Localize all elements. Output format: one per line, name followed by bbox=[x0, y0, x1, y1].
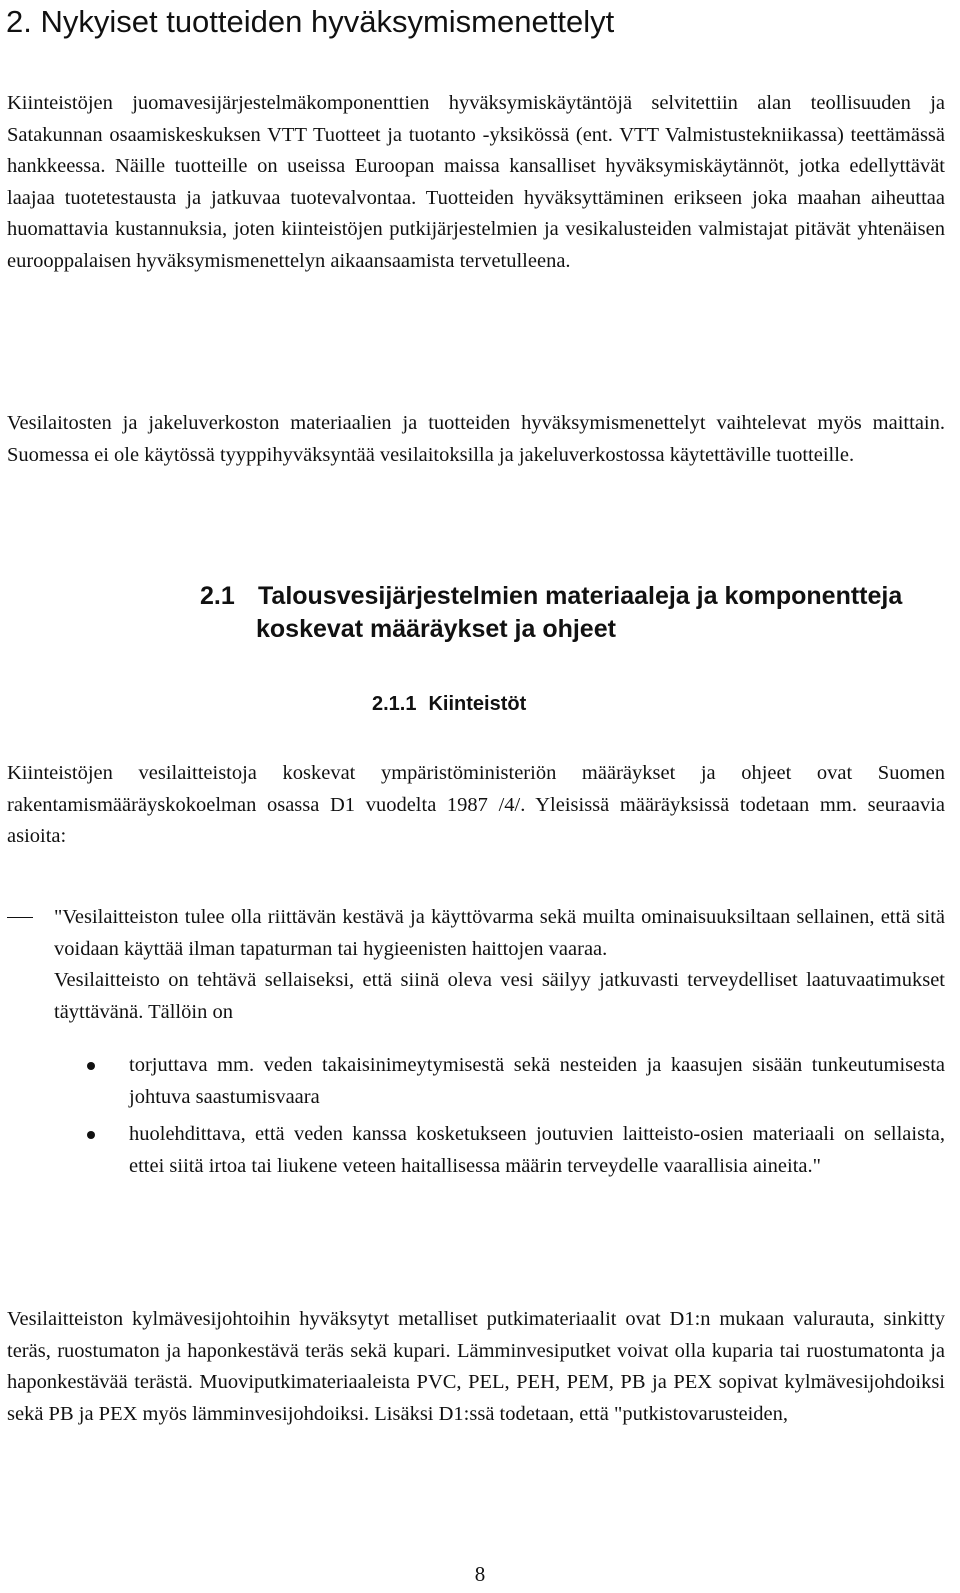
section-title-line2: koskevat määräykset ja ohjeet bbox=[256, 615, 616, 643]
subsection-title: Kiinteistöt bbox=[428, 693, 527, 715]
paragraph-regulations: Kiinteistöjen vesilaitteistoja koskevat ympäristöministeriön määräykset ja ohjeet ovat Suomen rakentamismääräyskokoelman osassa D1 vuodelta 1987 /4/. Yleisissä määräyksissä todetaan mm. seuraavia asioita: bbox=[7, 762, 945, 847]
paragraph-pipe-materials: Vesilaitteiston kylmävesijohtoihin hyväksytyt metalliset putkimateriaalit ovat D1:n mukaan valurauta, sinkitty teräs, ruostumaton ja haponkestävä teräs sekä kupari. Lämminvesiputket voivat olla kuparia tai ruostumatonta ja haponkestävää terästä. Muoviputkimateriaaleista PVC, PEL, PEH, PEM, PB ja PEX sopivat kylmävesijohdoiksi sekä PB ja PEX myös lämminvesijohdoiksi. Lisäksi D1:ssä todetaan, että "putkistovarusteiden, bbox=[7, 1308, 945, 1425]
dash-item-text: "Vesilaitteiston tulee olla riittävän kestävä ja käyttövarma sekä muilta ominaisuuksiltaan sellainen, että sitä voidaan käyttää ilman tapaturman tai hygieenisten haittojen vaaraa. bbox=[54, 906, 945, 960]
paragraph-waterworks: Vesilaitosten ja jakeluverkoston materiaalien ja tuotteiden hyväksymismenettelyt vaihtelevat myös maittain. Suomessa ei ole käytössä tyyppihyväksyntää vesilaitoksilla ja jakeluverkostossa käytettäville tuotteille. bbox=[7, 412, 945, 466]
bullet-list bbox=[7, 1050, 945, 1182]
section-heading-2-1 bbox=[200, 580, 960, 646]
dash-list-item bbox=[7, 902, 945, 965]
dash-item-text: Vesilaitteisto on tehtävä sellaiseksi, että siinä oleva vesi säilyy jatkuvasti terveydelliset laatuvaatimukset täyttävänä. Tällöin on bbox=[54, 969, 945, 1023]
bullet-dot bbox=[87, 1062, 95, 1070]
dash-list-item bbox=[7, 965, 945, 1182]
subsection-number: 2.1.1 bbox=[372, 693, 417, 715]
bullet-dot bbox=[87, 1131, 95, 1139]
section-number: 2.1 bbox=[200, 582, 235, 610]
chapter-heading: 2. Nykyiset tuotteiden hyväksymismenettelyt bbox=[6, 4, 615, 39]
section-title-line1: Talousvesijärjestelmien materiaaleja ja komponentteja bbox=[258, 582, 903, 610]
subsection-heading-2-1-1 bbox=[372, 690, 526, 718]
quoted-regulations-list bbox=[7, 902, 945, 1188]
page-number: 8 bbox=[474, 1562, 486, 1586]
paragraph-intro: Kiinteistöjen juomavesijärjestelmäkomponenttien hyväksymiskäytäntöjä selvitettiin alan teollisuuden ja Satakunnan osaamiskeskuksen VTT Tuotteet ja tuotanto -yksikössä (ent. VTT Valmistustekniikassa) teettämässä hankkeessa. Näille tuotteille on useissa Euroopan maissa kansalliset hyväksymiskäytännöt, jotka edellyttävät laajaa tuotetestausta ja jatkuvaa tuotevalvontaa. Tuotteiden hyväksyttäminen erikseen joka maahan aiheuttaa huomattavia kustannuksia, joten kiinteistöjen putkijärjestelmien ja vesikalusteiden valmistajat pitävät yhtenäisen eurooppalaisen hyväksymismenettelyn aikaansaamista tervetulleena. bbox=[7, 92, 945, 272]
bullet-list-item bbox=[54, 1050, 945, 1113]
bullet-list-item bbox=[54, 1119, 945, 1182]
bullet-item-text: torjuttava mm. veden takaisinimeytymisestä sekä nesteiden ja kaasujen sisään tunkeutumisesta johtuva saastumisvaara bbox=[129, 1054, 945, 1108]
dash-marker bbox=[7, 917, 33, 918]
bullet-item-text: huolehdittava, että veden kanssa kosketukseen joutuvien laitteisto-osien materiaali on sellaista, ettei siitä irtoa tai liukene veteen haitallisessa määrin terveydelle vaarallisia aineita." bbox=[129, 1123, 945, 1177]
